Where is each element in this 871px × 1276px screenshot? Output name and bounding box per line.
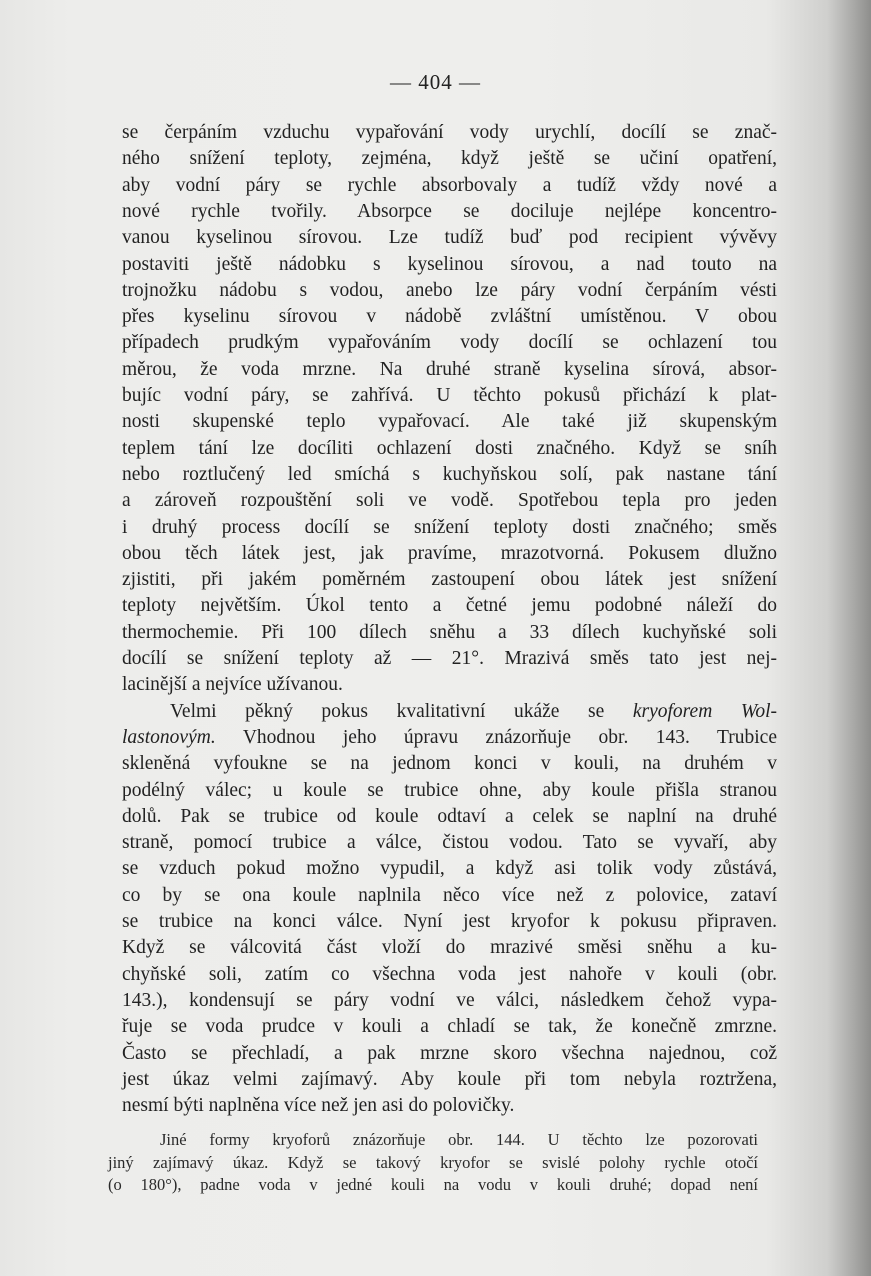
text-line (122, 437, 777, 461)
text-segment: 143.), kondensují se páry vodní ve válci, následkem čehož vypa- (122, 989, 777, 1011)
text-line (122, 147, 777, 171)
text-segment: ného snížení teploty, zejména, když ještě se učiní opatření, (122, 148, 777, 170)
text-segment: bujíc vodní páry, se zahřívá. U těchto pokusů přichází k plat- (122, 385, 777, 406)
text-segment: trojnožku nádobu s vodou, anebo lze páry vodní čerpáním vésti (122, 279, 777, 301)
text-segment: podélný válec; u koule se trubice ohne, aby koule přišla stranou (122, 779, 777, 801)
text-line (122, 1094, 777, 1118)
italic-text: kryoforem Wol- (632, 700, 777, 722)
text-line (122, 516, 777, 540)
text-segment: aby vodní páry se rychle absorbovaly a tudíž vždy nové a (122, 174, 777, 196)
text-line (122, 831, 777, 855)
text-line (122, 331, 777, 355)
text-segment: lacinější a nejvíce užívanou. (122, 674, 343, 696)
text-segment: (o 180°), padne voda v jedné kouli na vodu v kouli druhé; dopad není (108, 1175, 758, 1194)
text-segment: a zároveň rozpouštění soli ve vodě. Spotřebou tepla pro jeden (122, 490, 777, 512)
text-line (122, 910, 777, 934)
text-line (122, 121, 777, 145)
text-line (122, 857, 777, 881)
text-line (122, 384, 777, 408)
text-segment: Velmi pěkný pokus kvalitativní ukáže se (170, 700, 633, 722)
text-segment: Často se přechladí, a pak mrzne skoro všechna najednou, což (122, 1042, 777, 1064)
text-line (122, 1068, 777, 1092)
text-segment: i druhý process docílí se snížení teploty dosti značného; směs (122, 516, 777, 538)
text-segment: jiný zajímavý úkaz. Když se takový kryofor se svislé polohy rychle otočí (108, 1152, 758, 1172)
text-line (122, 542, 777, 566)
text-segment: řuje se voda prudce v kouli a chladí se tak, že konečně zmrzne. (122, 1016, 777, 1038)
text-segment: přes kyselinu sírovou v nádobě zvláštní umístěnou. V obou (122, 306, 777, 328)
text-line (122, 726, 777, 750)
text-line (122, 779, 777, 803)
text-segment: docílí se snížení teploty až — 21°. Mrazivá směs tato jest nej- (122, 648, 777, 669)
text-line (122, 752, 777, 776)
text-line (122, 936, 777, 960)
text-line (122, 621, 777, 645)
text-segment: se čerpáním vzduchu vypařování vody urychlí, docílí se znač- (122, 122, 777, 143)
text-segment: thermochemie. Při 100 dílech sněhu a 33 dílech kuchyňské soli (122, 621, 777, 643)
text-line (122, 174, 777, 198)
text-line (160, 1130, 758, 1150)
text-segment: dolů. Pak se trubice od koule odtaví a celek se naplní na druhé (122, 805, 777, 827)
text-segment: nosti skupenské teplo vypařovací. Ale také již skupenským (122, 411, 777, 433)
text-line (122, 884, 777, 908)
text-segment: případech prudkým vypařováním vody docílí se ochlazení tou (122, 332, 777, 354)
text-segment: teploty největším. Úkol tento a četné jemu podobné náleží do (122, 595, 777, 617)
text-line (122, 647, 777, 671)
text-line (122, 1042, 777, 1066)
text-line (122, 489, 777, 513)
text-line (122, 568, 777, 592)
text-line (122, 358, 777, 382)
text-line (108, 1175, 758, 1195)
text-segment: Když se válcovitá část vloží do mrazivé směsi sněhu a ku- (122, 937, 777, 959)
text-segment: jest úkaz velmi zajímavý. Aby koule při tom nebyla roztržena, (122, 1068, 777, 1090)
text-line (122, 963, 777, 987)
text-line (122, 200, 777, 224)
text-segment: skleněná vyfoukne se na jednom konci v kouli, na druhém v (122, 753, 777, 775)
text-segment: zjistiti, při jakém poměrném zastoupení obou látek jest snížení (122, 569, 777, 591)
text-segment: co by se ona koule naplnila něco více než z polovice, zataví (122, 884, 777, 906)
text-line (122, 279, 777, 303)
text-line (122, 805, 777, 829)
text-segment: nové rychle tvořily. Absorpce se dociluje nejlépe koncentro- (122, 200, 777, 222)
text-line (108, 1153, 758, 1173)
text-segment: teplem tání lze docíliti ochlazení dosti značného. Když se sníh (122, 437, 777, 459)
text-segment: se trubice na konci válce. Nyní jest kryofor k pokusu připraven. (122, 911, 777, 932)
text-segment: vanou kyselinou sírovou. Lze tudíž buď pod recipient vývěvy (122, 227, 777, 249)
text-segment: obou těch látek jest, jak pravíme, mrazotvorná. Pokusem dlužno (122, 542, 777, 564)
text-segment: straně, pomocí trubice a válce, čistou vodou. Tato se vyvaří, aby (122, 832, 777, 854)
text-segment: chyňské soli, zatím co všechna voda jest nahoře v kouli (obr. (122, 963, 777, 985)
text-segment: nebo roztlučený led smíchá s kuchyňskou solí, pak nastane tání (122, 463, 777, 485)
text-line (122, 226, 777, 250)
text-segment: postaviti ještě nádobku s kyselinou sírovou, a nad touto na (122, 253, 777, 275)
text-line (122, 989, 777, 1013)
text-segment: měrou, že voda mrzne. Na druhé straně kyselina sírová, absor- (122, 358, 777, 380)
text-segment: Vhodnou jeho úpravu znázorňuje obr. 143. Trubice (215, 726, 777, 748)
text-line (122, 253, 777, 277)
text-line (122, 463, 777, 487)
text-line (122, 673, 777, 697)
text-segment: nesmí býti naplněna více než jen asi do polovičky. (122, 1095, 515, 1117)
text-line (170, 700, 777, 724)
text-segment: se vzduch pokud možno vypudil, a když asi tolik vody zůstává, (122, 858, 777, 880)
text-line (122, 1015, 777, 1039)
text-line (122, 594, 777, 618)
text-segment: Jiné formy kryoforů znázorňuje obr. 144. U těchto lze pozorovati (160, 1130, 758, 1149)
page-number: — 404 — (390, 70, 481, 94)
text-line (122, 305, 777, 329)
text-line (122, 410, 777, 434)
italic-text: lastonovým. (122, 726, 216, 748)
